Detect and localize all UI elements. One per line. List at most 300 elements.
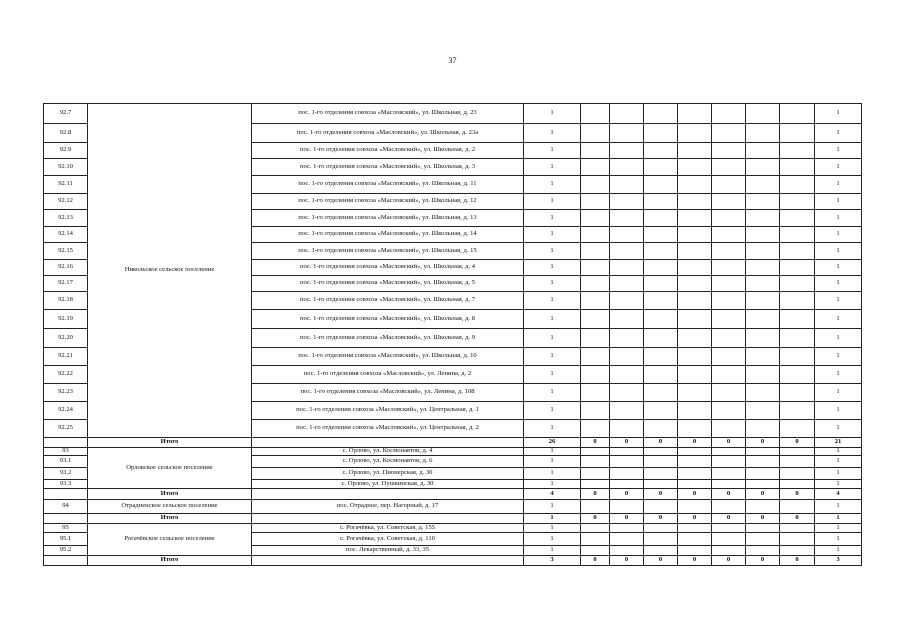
empty-cell xyxy=(712,292,746,310)
count-cell: 1 xyxy=(524,276,581,292)
row-number: 93 xyxy=(44,448,88,456)
empty-cell xyxy=(581,227,610,243)
empty-cell xyxy=(610,546,644,556)
empty-cell xyxy=(644,329,678,348)
row-number: 92.25 xyxy=(44,420,88,438)
page-number: 37 xyxy=(448,56,457,65)
total-value: 1 xyxy=(815,514,862,524)
empty-cell xyxy=(644,456,678,468)
empty-cell xyxy=(678,533,712,546)
count-cell-last: 1 xyxy=(815,227,862,243)
total-row xyxy=(44,514,862,524)
empty-cell xyxy=(678,366,712,384)
empty-cell xyxy=(712,348,746,366)
row-number: 95.2 xyxy=(44,546,88,556)
empty-cell xyxy=(581,243,610,260)
address-cell: пос. 1-го отделения совхоза «Масловский», ул. Школьная, д. 11 xyxy=(252,176,524,194)
empty-cell xyxy=(644,210,678,227)
empty-cell xyxy=(712,104,746,124)
empty-cell xyxy=(712,524,746,533)
empty-cell xyxy=(746,276,780,292)
empty-cell xyxy=(678,104,712,124)
empty-cell xyxy=(678,402,712,420)
count-cell: 1 xyxy=(524,310,581,329)
total-value: 3 xyxy=(524,556,581,566)
total-value: 0 xyxy=(644,514,678,524)
total-value: 0 xyxy=(712,514,746,524)
empty-cell xyxy=(581,366,610,384)
count-cell-last: 1 xyxy=(815,159,862,176)
row-number: 92.11 xyxy=(44,176,88,194)
empty-cell xyxy=(712,533,746,546)
empty-cell xyxy=(678,468,712,480)
empty-cell xyxy=(712,456,746,468)
empty-cell xyxy=(712,159,746,176)
empty-cell xyxy=(678,546,712,556)
empty-cell xyxy=(581,143,610,159)
empty-cell xyxy=(780,227,815,243)
count-cell-last: 1 xyxy=(815,420,862,438)
address-cell: с. Рогачёвка, ул. Советская, д. 155 xyxy=(252,524,524,533)
empty-cell xyxy=(712,329,746,348)
row-number: 92.16 xyxy=(44,260,88,276)
empty-cell xyxy=(581,448,610,456)
empty-cell xyxy=(644,227,678,243)
empty-cell xyxy=(746,194,780,210)
row-number: 92.8 xyxy=(44,124,88,143)
empty-cell xyxy=(610,480,644,489)
total-value: 0 xyxy=(610,489,644,500)
empty-cell xyxy=(610,276,644,292)
total-value: 0 xyxy=(678,514,712,524)
count-cell-last: 1 xyxy=(815,194,862,210)
count-cell-last: 1 xyxy=(815,546,862,556)
address-cell: пос. Лекарственный, д. 33, 35 xyxy=(252,546,524,556)
empty-cell xyxy=(644,402,678,420)
empty-cell xyxy=(581,292,610,310)
address-cell: пос. 1-го отделения совхоза «Масловский», ул. Школьная, д. 23 xyxy=(252,104,524,124)
empty-cell xyxy=(712,402,746,420)
empty-cell xyxy=(678,243,712,260)
count-cell: 1 xyxy=(524,384,581,402)
count-cell-last: 1 xyxy=(815,448,862,456)
row-number: 93.3 xyxy=(44,480,88,489)
empty-cell xyxy=(678,480,712,489)
count-cell: 1 xyxy=(524,194,581,210)
count-cell: 1 xyxy=(524,104,581,124)
empty-cell xyxy=(780,524,815,533)
row-number: 95.1 xyxy=(44,533,88,546)
empty-cell xyxy=(780,546,815,556)
address-cell: с. Орлово, ул. Космонавтов, д. 6 xyxy=(252,456,524,468)
total-value: 0 xyxy=(581,556,610,566)
address-cell: пос. 1-го отделения совхоза «Масловский», ул. Центральная, д. 1 xyxy=(252,402,524,420)
empty-cell xyxy=(581,260,610,276)
empty-cell xyxy=(581,533,610,546)
total-value: 4 xyxy=(524,489,581,500)
row-number: 92.13 xyxy=(44,210,88,227)
row-number: 92.24 xyxy=(44,402,88,420)
empty-cell xyxy=(746,292,780,310)
empty-cell xyxy=(746,500,780,514)
count-cell: 1 xyxy=(524,402,581,420)
address-cell: с. Рогачёвка, ул. Советская, д. 110 xyxy=(252,533,524,546)
total-value: 0 xyxy=(780,556,815,566)
count-cell: 1 xyxy=(524,292,581,310)
total-value: 0 xyxy=(712,489,746,500)
empty-cell xyxy=(610,292,644,310)
empty-cell xyxy=(610,159,644,176)
count-cell: 1 xyxy=(524,260,581,276)
settlement-name: Орловское сельское поселение xyxy=(88,448,252,489)
count-cell-last: 1 xyxy=(815,243,862,260)
total-value: 4 xyxy=(815,489,862,500)
empty-cell xyxy=(746,227,780,243)
empty-cell xyxy=(644,276,678,292)
row-number: 92.18 xyxy=(44,292,88,310)
address-cell: пос. 1-го отделения совхоза «Масловский», ул. Ленина, д. 108 xyxy=(252,384,524,402)
count-cell: 1 xyxy=(524,533,581,546)
empty-cell xyxy=(712,448,746,456)
total-value: 1 xyxy=(524,514,581,524)
empty-cell xyxy=(780,310,815,329)
empty-cell xyxy=(712,366,746,384)
empty-cell xyxy=(712,500,746,514)
address-cell: пос. 1-го отделения совхоза «Масловский», ул. Школьная, д. 8 xyxy=(252,310,524,329)
empty-cell xyxy=(780,448,815,456)
empty-cell xyxy=(644,524,678,533)
empty-cell xyxy=(644,194,678,210)
empty-cell xyxy=(610,348,644,366)
total-value: 0 xyxy=(581,489,610,500)
empty-cell xyxy=(746,243,780,260)
empty-cell xyxy=(678,210,712,227)
empty-cell xyxy=(644,348,678,366)
total-value: 0 xyxy=(644,556,678,566)
empty-cell xyxy=(644,292,678,310)
row-number: 92.12 xyxy=(44,194,88,210)
address-cell: пос. 1-го отделения совхоза «Масловский», ул. Школьная, д. 3 xyxy=(252,159,524,176)
empty-cell xyxy=(678,524,712,533)
empty-cell xyxy=(252,556,524,566)
empty-cell xyxy=(610,402,644,420)
count-cell-last: 1 xyxy=(815,533,862,546)
count-cell: 1 xyxy=(524,480,581,489)
empty-cell xyxy=(252,438,524,448)
table-row xyxy=(44,448,862,456)
empty-cell xyxy=(746,260,780,276)
row-number: 94 xyxy=(44,500,88,514)
row-number: 92.7 xyxy=(44,104,88,124)
total-label: Итого xyxy=(88,514,252,524)
count-cell: 1 xyxy=(524,329,581,348)
total-value: 0 xyxy=(712,556,746,566)
address-cell: с. Орлово, ул. Пионерская, д. 30 xyxy=(252,468,524,480)
empty-cell xyxy=(746,524,780,533)
address-cell: пос. 1-го отделения совхоза «Масловский», ул. Школьная, д. 23а xyxy=(252,124,524,143)
count-cell-last: 1 xyxy=(815,366,862,384)
address-cell: пос. 1-го отделения совхоза «Масловский», ул. Школьная, д. 5 xyxy=(252,276,524,292)
total-label: Итого xyxy=(88,489,252,500)
address-cell: пос. 1-го отделения совхоза «Масловский», ул. Школьная, д. 2 xyxy=(252,143,524,159)
total-row xyxy=(44,438,862,448)
empty-cell xyxy=(644,243,678,260)
empty-cell xyxy=(44,489,88,500)
total-value: 0 xyxy=(581,438,610,448)
empty-cell xyxy=(746,143,780,159)
empty-cell xyxy=(610,329,644,348)
address-cell: пос. 1-го отделения совхоза «Масловский», ул. Школьная, д. 14 xyxy=(252,227,524,243)
row-number: 93.1 xyxy=(44,456,88,468)
count-cell-last: 1 xyxy=(815,402,862,420)
empty-cell xyxy=(644,366,678,384)
empty-cell xyxy=(610,500,644,514)
empty-cell xyxy=(780,366,815,384)
empty-cell xyxy=(780,276,815,292)
empty-cell xyxy=(712,260,746,276)
empty-cell xyxy=(746,366,780,384)
total-value: 0 xyxy=(780,438,815,448)
empty-cell xyxy=(678,159,712,176)
empty-cell xyxy=(44,438,88,448)
empty-cell xyxy=(581,456,610,468)
empty-cell xyxy=(678,194,712,210)
empty-cell xyxy=(644,533,678,546)
empty-cell xyxy=(712,420,746,438)
count-cell-last: 1 xyxy=(815,348,862,366)
empty-cell xyxy=(610,260,644,276)
table-row xyxy=(44,104,862,124)
address-cell: пос. Отрадное, пер. Нагорный, д. 17 xyxy=(252,500,524,514)
count-cell: 1 xyxy=(524,500,581,514)
count-cell-last: 1 xyxy=(815,143,862,159)
empty-cell xyxy=(610,227,644,243)
empty-cell xyxy=(644,104,678,124)
row-number: 92.23 xyxy=(44,384,88,402)
count-cell: 1 xyxy=(524,468,581,480)
count-cell-last: 1 xyxy=(815,524,862,533)
empty-cell xyxy=(678,276,712,292)
row-number: 92.20 xyxy=(44,329,88,348)
total-value: 0 xyxy=(780,489,815,500)
row-number: 92.10 xyxy=(44,159,88,176)
empty-cell xyxy=(581,384,610,402)
empty-cell xyxy=(610,384,644,402)
total-value: 0 xyxy=(610,438,644,448)
empty-cell xyxy=(780,243,815,260)
empty-cell xyxy=(644,124,678,143)
total-value: 0 xyxy=(746,489,780,500)
empty-cell xyxy=(780,456,815,468)
empty-cell xyxy=(746,420,780,438)
empty-cell xyxy=(746,329,780,348)
empty-cell xyxy=(678,292,712,310)
empty-cell xyxy=(780,104,815,124)
empty-cell xyxy=(644,384,678,402)
empty-cell xyxy=(780,124,815,143)
empty-cell xyxy=(644,480,678,489)
empty-cell xyxy=(746,402,780,420)
empty-cell xyxy=(746,468,780,480)
address-cell: пос. 1-го отделения совхоза «Масловский», ул. Школьная, д. 12 xyxy=(252,194,524,210)
count-cell: 1 xyxy=(524,448,581,456)
empty-cell xyxy=(746,348,780,366)
address-cell: пос. 1-го отделения совхоза «Масловский», ул. Школьная, д. 15 xyxy=(252,243,524,260)
table-row xyxy=(44,500,862,514)
empty-cell xyxy=(644,468,678,480)
count-cell-last: 1 xyxy=(815,468,862,480)
empty-cell xyxy=(581,348,610,366)
empty-cell xyxy=(581,310,610,329)
settlement-name: Рогачёвское сельское поселение xyxy=(88,524,252,556)
total-value: 3 xyxy=(815,556,862,566)
empty-cell xyxy=(610,104,644,124)
empty-cell xyxy=(780,533,815,546)
empty-cell xyxy=(678,329,712,348)
total-value: 0 xyxy=(581,514,610,524)
count-cell-last: 1 xyxy=(815,480,862,489)
empty-cell xyxy=(44,556,88,566)
empty-cell xyxy=(581,546,610,556)
empty-cell xyxy=(581,402,610,420)
empty-cell xyxy=(678,384,712,402)
empty-cell xyxy=(581,210,610,227)
row-number: 92.21 xyxy=(44,348,88,366)
empty-cell xyxy=(610,310,644,329)
address-cell: пос. 1-го отделения совхоза «Масловский», ул. Ленина, д. 2 xyxy=(252,366,524,384)
empty-cell xyxy=(581,329,610,348)
housing-register-table xyxy=(43,103,862,566)
row-number: 93.2 xyxy=(44,468,88,480)
empty-cell xyxy=(610,366,644,384)
empty-cell xyxy=(610,448,644,456)
empty-cell xyxy=(712,384,746,402)
empty-cell xyxy=(581,480,610,489)
count-cell-last: 1 xyxy=(815,210,862,227)
empty-cell xyxy=(712,243,746,260)
empty-cell xyxy=(644,260,678,276)
total-value: 21 xyxy=(815,438,862,448)
row-number: 92.15 xyxy=(44,243,88,260)
count-cell: 1 xyxy=(524,227,581,243)
empty-cell xyxy=(780,348,815,366)
total-value: 0 xyxy=(610,556,644,566)
empty-cell xyxy=(581,468,610,480)
empty-cell xyxy=(644,420,678,438)
empty-cell xyxy=(678,420,712,438)
total-value: 0 xyxy=(746,514,780,524)
empty-cell xyxy=(780,329,815,348)
empty-cell xyxy=(581,420,610,438)
empty-cell xyxy=(678,124,712,143)
total-row xyxy=(44,556,862,566)
empty-cell xyxy=(581,194,610,210)
empty-cell xyxy=(746,104,780,124)
empty-cell xyxy=(746,533,780,546)
empty-cell xyxy=(644,176,678,194)
empty-cell xyxy=(610,124,644,143)
empty-cell xyxy=(712,276,746,292)
empty-cell xyxy=(712,124,746,143)
total-label: Итого xyxy=(88,556,252,566)
settlement-name: Отрадненское сельское поселение xyxy=(88,500,252,514)
total-value: 0 xyxy=(678,438,712,448)
empty-cell xyxy=(581,159,610,176)
empty-cell xyxy=(780,500,815,514)
empty-cell xyxy=(610,210,644,227)
address-cell: пос. 1-го отделения совхоза «Масловский», ул. Школьная, д. 4 xyxy=(252,260,524,276)
total-value: 0 xyxy=(610,514,644,524)
empty-cell xyxy=(746,480,780,489)
empty-cell xyxy=(644,546,678,556)
count-cell-last: 1 xyxy=(815,260,862,276)
empty-cell xyxy=(746,546,780,556)
count-cell: 1 xyxy=(524,176,581,194)
total-value: 0 xyxy=(644,438,678,448)
row-number: 92.9 xyxy=(44,143,88,159)
total-value: 0 xyxy=(678,556,712,566)
count-cell-last: 1 xyxy=(815,456,862,468)
count-cell-last: 1 xyxy=(815,384,862,402)
empty-cell xyxy=(610,194,644,210)
empty-cell xyxy=(581,124,610,143)
empty-cell xyxy=(678,448,712,456)
empty-cell xyxy=(644,143,678,159)
empty-cell xyxy=(610,143,644,159)
empty-cell xyxy=(746,384,780,402)
empty-cell xyxy=(712,194,746,210)
total-value: 0 xyxy=(712,438,746,448)
empty-cell xyxy=(746,210,780,227)
empty-cell xyxy=(678,143,712,159)
total-value: 0 xyxy=(644,489,678,500)
empty-cell xyxy=(746,448,780,456)
row-number: 95 xyxy=(44,524,88,533)
empty-cell xyxy=(780,384,815,402)
count-cell: 1 xyxy=(524,243,581,260)
empty-cell xyxy=(581,500,610,514)
total-row xyxy=(44,489,862,500)
empty-cell xyxy=(746,456,780,468)
count-cell-last: 1 xyxy=(815,292,862,310)
row-number: 92.22 xyxy=(44,366,88,384)
empty-cell xyxy=(780,480,815,489)
count-cell-last: 1 xyxy=(815,276,862,292)
count-cell: 1 xyxy=(524,420,581,438)
count-cell-last: 1 xyxy=(815,329,862,348)
empty-cell xyxy=(780,420,815,438)
count-cell: 1 xyxy=(524,210,581,227)
empty-cell xyxy=(644,448,678,456)
count-cell: 1 xyxy=(524,159,581,176)
empty-cell xyxy=(610,420,644,438)
total-value: 26 xyxy=(524,438,581,448)
empty-cell xyxy=(610,524,644,533)
empty-cell xyxy=(581,276,610,292)
empty-cell xyxy=(712,176,746,194)
empty-cell xyxy=(252,489,524,500)
empty-cell xyxy=(678,348,712,366)
empty-cell xyxy=(712,210,746,227)
count-cell: 1 xyxy=(524,143,581,159)
total-value: 0 xyxy=(678,489,712,500)
empty-cell xyxy=(610,468,644,480)
empty-cell xyxy=(712,310,746,329)
empty-cell xyxy=(610,243,644,260)
empty-cell xyxy=(610,456,644,468)
count-cell-last: 1 xyxy=(815,310,862,329)
empty-cell xyxy=(746,124,780,143)
